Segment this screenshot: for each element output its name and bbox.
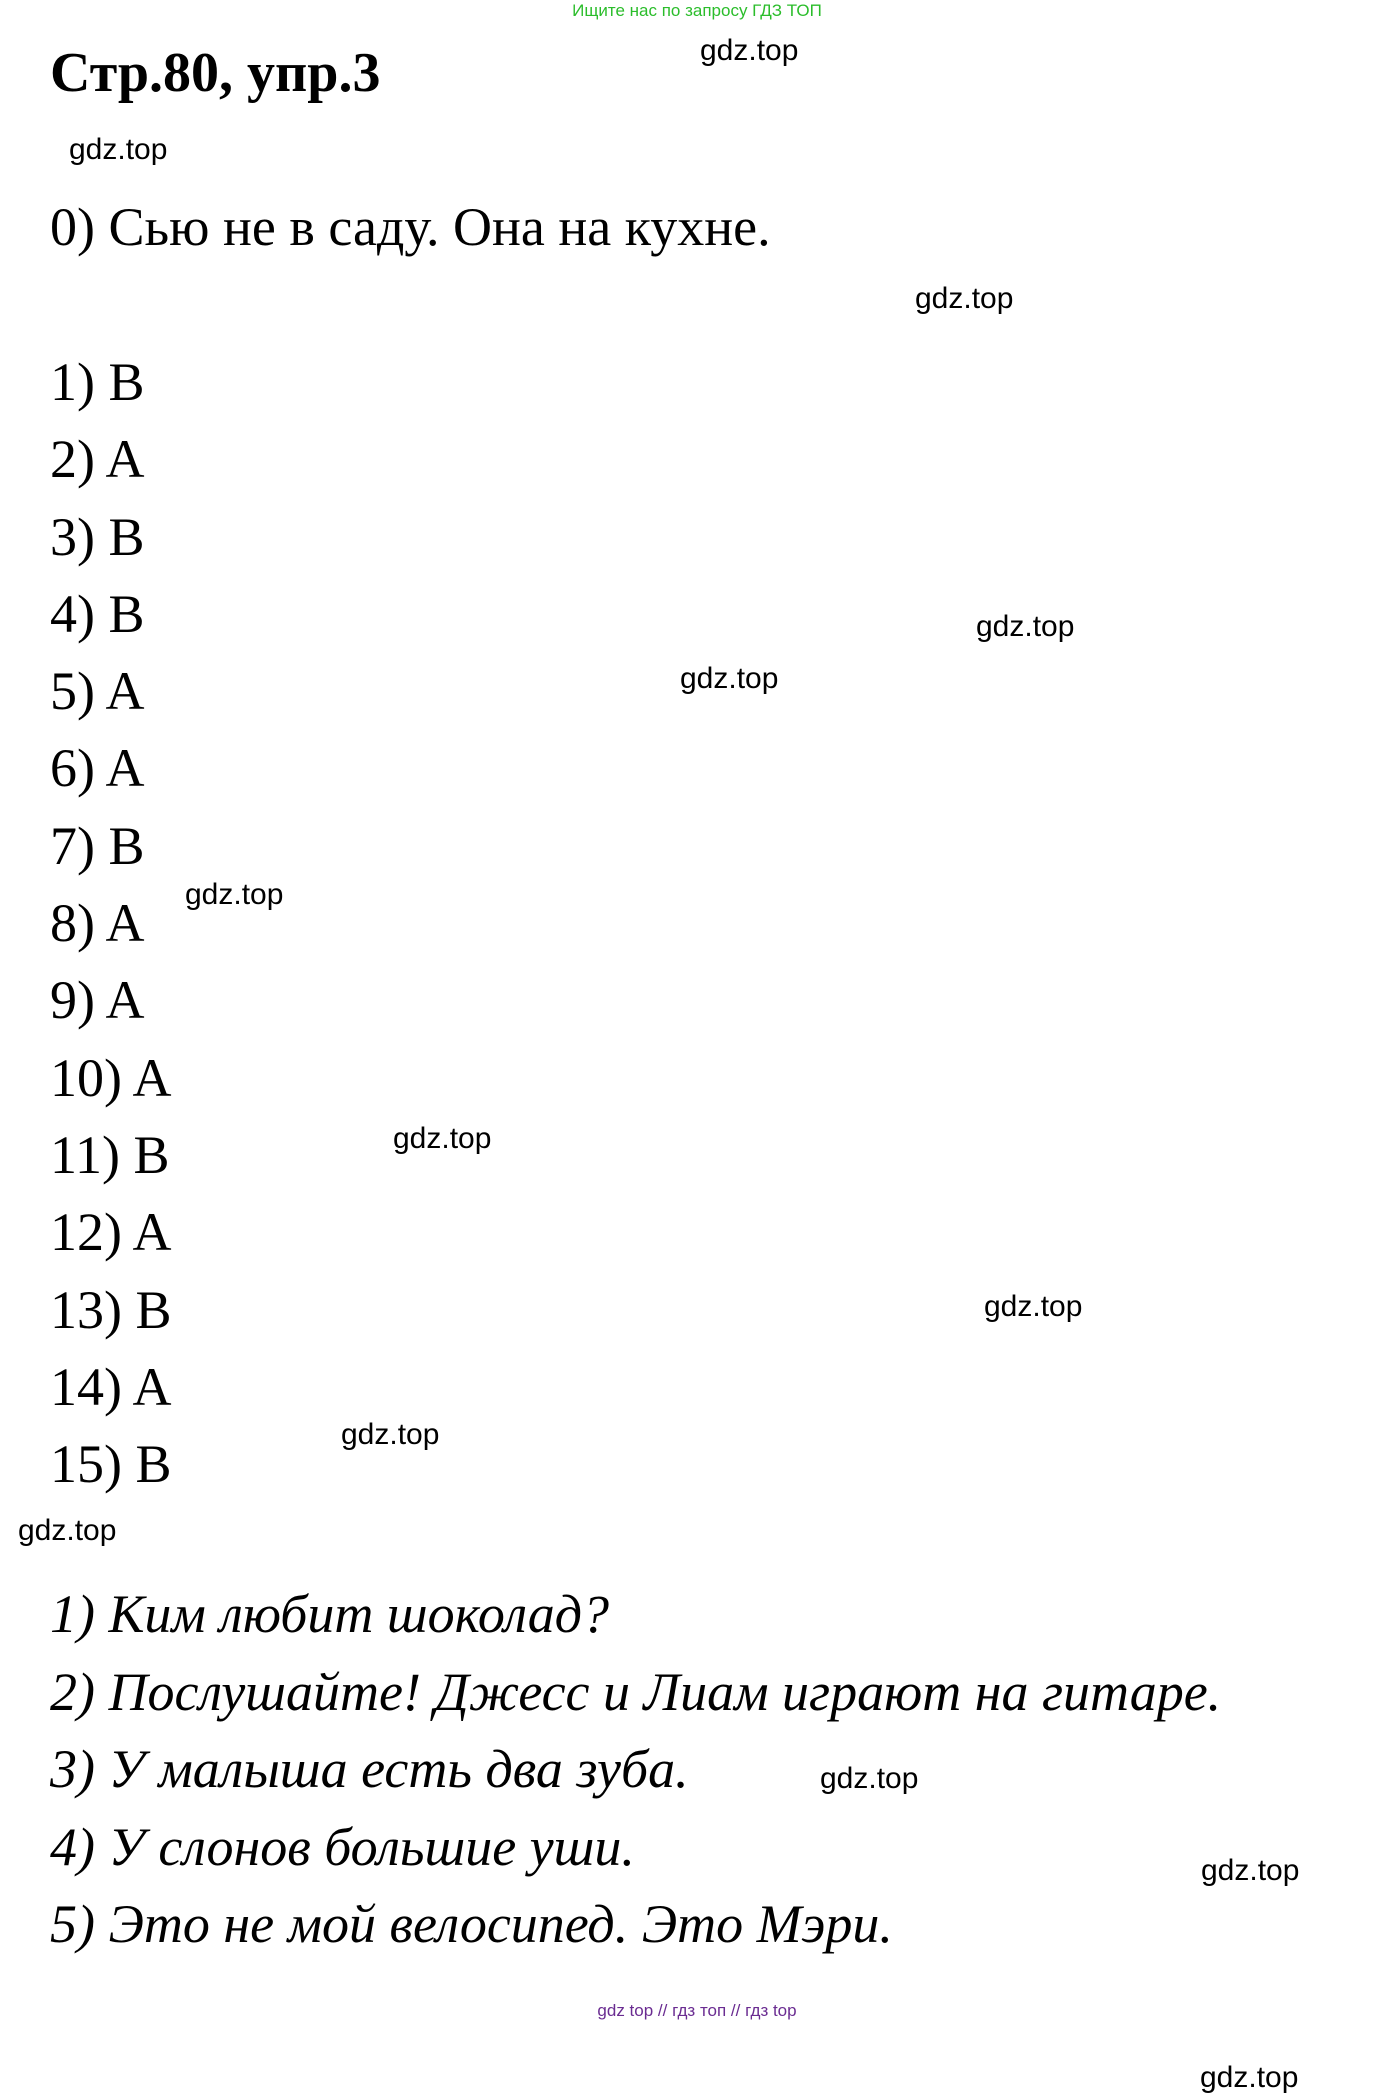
watermark: gdz.top	[69, 133, 168, 166]
page-title: Стр.80, упр.3	[50, 42, 381, 104]
footer-links: gdz top // гдз топ // гдз top	[597, 2001, 797, 2020]
translation-list	[50, 1576, 1221, 1964]
translation-item: 2) Послушайте! Джесс и Лиам играют на гитаре.	[50, 1661, 1222, 1722]
translation-item: 1) Ким любит шоколад?	[50, 1584, 610, 1644]
answer-item: 1) B	[50, 352, 145, 412]
watermark: gdz.top	[393, 1122, 492, 1155]
answer-item: 4) B	[50, 583, 145, 644]
watermark: gdz.top	[700, 34, 799, 67]
translation-item: 4) У слонов большие уши.	[50, 1816, 635, 1877]
watermark: gdz.top	[680, 662, 779, 695]
translation-item: 3) У малыша есть два зуба.	[50, 1739, 689, 1799]
watermark: gdz.top	[915, 282, 1014, 315]
watermark: gdz.top	[1201, 1854, 1300, 1887]
watermark: gdz.top	[820, 1762, 919, 1795]
example-sentence: 0) Сью не в саду. Она на кухне.	[50, 197, 771, 257]
watermark: gdz.top	[984, 1290, 1083, 1323]
answer-item: 2) A	[50, 429, 145, 490]
watermark: gdz.top	[185, 878, 284, 911]
answer-item: 5) A	[50, 661, 145, 722]
answer-item: 12) A	[50, 1202, 172, 1263]
answer-item: 13) B	[50, 1279, 172, 1340]
answer-item: 7) B	[50, 815, 145, 876]
answer-list	[50, 344, 172, 1503]
answer-item: 11) B	[50, 1124, 170, 1185]
translation-item: 5) Это не мой велосипед. Это Мэри.	[50, 1894, 893, 1954]
answer-item: 6) A	[50, 738, 145, 799]
answer-item: 14) A	[50, 1356, 172, 1417]
watermark: gdz.top	[18, 1514, 117, 1547]
answer-item: 15) B	[50, 1434, 172, 1495]
answer-item: 3) B	[50, 506, 145, 567]
top-banner: Ищите нас по запросу ГДЗ ТОП	[572, 1, 822, 20]
answer-item: 8) A	[50, 893, 145, 954]
answer-item: 9) A	[50, 970, 145, 1031]
watermark: gdz.top	[341, 1418, 440, 1451]
answer-item: 10) A	[50, 1047, 172, 1108]
watermark: gdz.top	[1200, 2061, 1299, 2094]
watermark: gdz.top	[976, 610, 1075, 643]
